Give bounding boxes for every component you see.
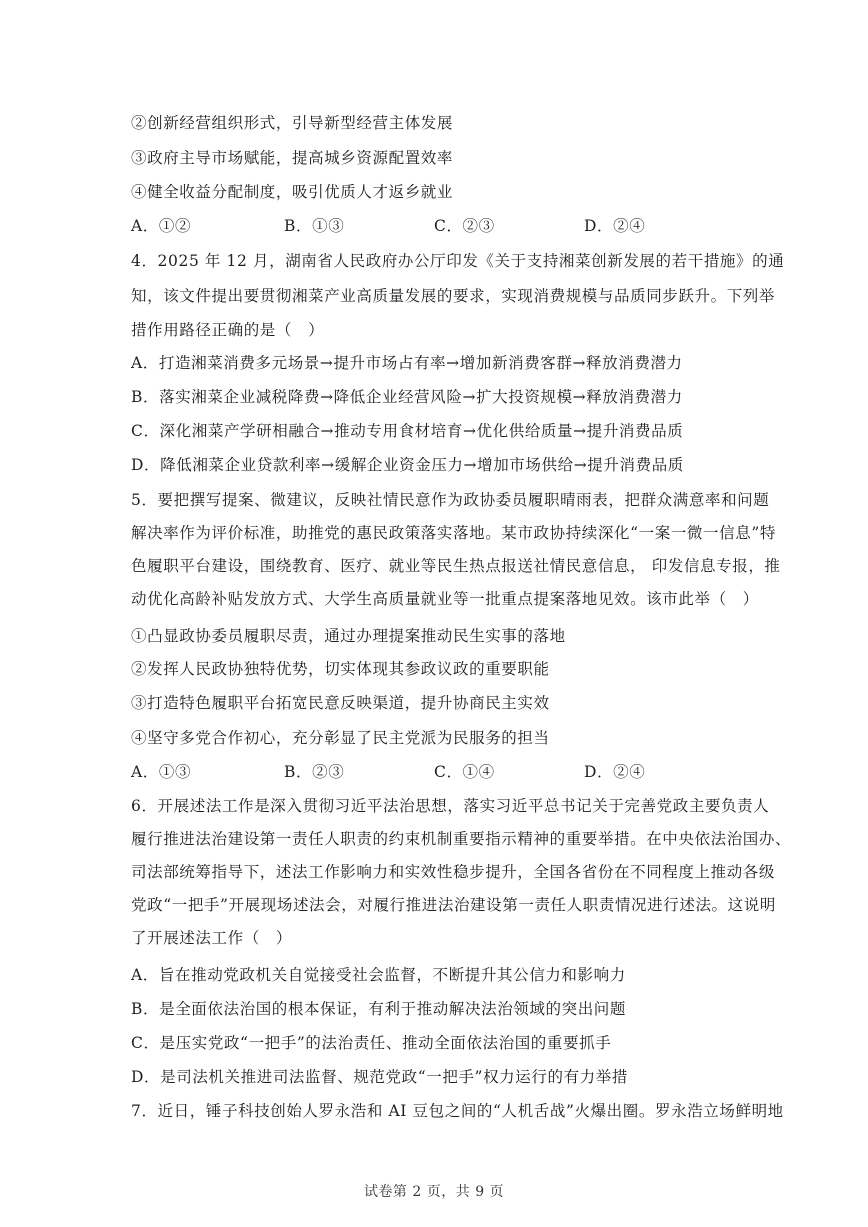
q4-stem-line-3: 措作用路径正确的是（ ） [131, 321, 325, 339]
q3-option-a: A．①② [131, 217, 192, 235]
q4-choice-c: C．深化湘菜产学研相融合→推动专用食材培育→优化供给质量→提升消费品质 [131, 422, 684, 440]
q5-item-1: ①凸显政协委员履职尽责，通过办理提案推动民生实事的落地 [131, 627, 566, 645]
page-footer: 试卷第 2 页，共 9 页 [363, 1184, 505, 1200]
q5-stem-line-1: 5．要把撰写提案、微建议，反映社情民意作为政协委员履职晴雨表，把群众满意率和问题 [131, 491, 770, 509]
q5-option-d: D．②④ [584, 763, 646, 781]
q4-choice-b: B．落实湘菜企业减税降费→降低企业经营风险→扩大投资规模→释放消费潜力 [131, 388, 683, 406]
q3-item-4: ④健全收益分配制度，吸引优质人才返乡就业 [131, 183, 454, 201]
q4-stem-line-2: 知，该文件提出要贯彻湘菜产业高质量发展的要求，实现消费规模与品质同步跃升。下列举 [131, 287, 776, 305]
q6-choice-b: B．是全面依法治国的根本保证，有利于推动解决法治领域的突出问题 [131, 1000, 626, 1018]
q3-option-d: D．②④ [584, 217, 646, 235]
q5-option-a: A．①③ [131, 763, 192, 781]
q6-stem-line-5: 了开展述法工作（ ） [131, 929, 293, 947]
q5-item-4: ④坚守多党合作初心，充分彰显了民主党派为民服务的担当 [131, 729, 550, 747]
q6-stem-line-4: 党政“一把手”开展现场述法会，对履行推进法治建设第一责任人职责情况进行述法。这说明 [131, 896, 776, 914]
q6-stem-line-2: 履行推进法治建设第一责任人职责的约束机制重要指示精神的重要举措。在中央依法治国办、 [131, 830, 792, 848]
q4-choice-a: A．打造湘菜消费多元场景→提升市场占有率→增加新消费客群→释放消费潜力 [131, 354, 683, 372]
q6-choice-a: A．旨在推动党政机关自觉接受社会监督，不断提升其公信力和影响力 [131, 966, 626, 984]
q3-option-b: B．①③ [284, 217, 345, 235]
q6-stem-line-1: 6．开展述法工作是深入贯彻习近平法治思想，落实习近平总书记关于完善党政主要负责人 [131, 797, 770, 815]
q6-choice-d: D．是司法机关推进司法监督、规范党政“一把手”权力运行的有力举措 [131, 1068, 628, 1086]
q4-stem-line-1: 4．2025 年 12 月，湖南省人民政府办公厅印发《关于支持湘菜创新发展的若干措施》的通 [131, 252, 785, 270]
q4-choice-d: D．降低湘菜企业贷款利率→缓解企业资金压力→增加市场供给→提升消费品质 [131, 456, 684, 474]
q3-option-c: C．②③ [434, 217, 495, 235]
q6-stem-line-3: 司法部统筹指导下，述法工作影响力和实效性稳步提升，全国各省份在不同程度上推动各级 [131, 863, 776, 881]
q7-stem-line-1: 7．近日，锤子科技创始人罗永浩和 AI 豆包之间的“人机舌战”火爆出圈。罗永浩立场鲜明地 [131, 1102, 784, 1120]
q5-stem-line-2: 解决率作为评价标准，助推党的惠民政策落实落地。某市政协持续深化“一案一微一信息”特 [131, 524, 776, 542]
q5-option-c: C．①④ [434, 763, 495, 781]
q5-stem-line-4: 动优化高龄补贴发放方式、大学生高质量就业等一批重点提案落地见效。该市此举（ ） [131, 590, 759, 608]
q5-item-3: ③打造特色履职平台拓宽民意反映渠道，提升协商民主实效 [131, 694, 550, 712]
q3-item-2: ②创新经营组织形式，引导新型经营主体发展 [131, 114, 454, 132]
q5-stem-line-3: 色履职平台建设，围绕教育、医疗、就业等民生热点报送社情民意信息， 印发信息专报，推 [131, 557, 781, 575]
q6-choice-c: C．是压实党政“一把手”的法治责任、推动全面依法治国的重要抓手 [131, 1034, 612, 1052]
q3-item-3: ③政府主导市场赋能，提高城乡资源配置效率 [131, 149, 454, 167]
q5-option-b: B．②③ [284, 763, 345, 781]
q5-item-2: ②发挥人民政协独特优势，切实体现其参政议政的重要职能 [131, 660, 550, 678]
